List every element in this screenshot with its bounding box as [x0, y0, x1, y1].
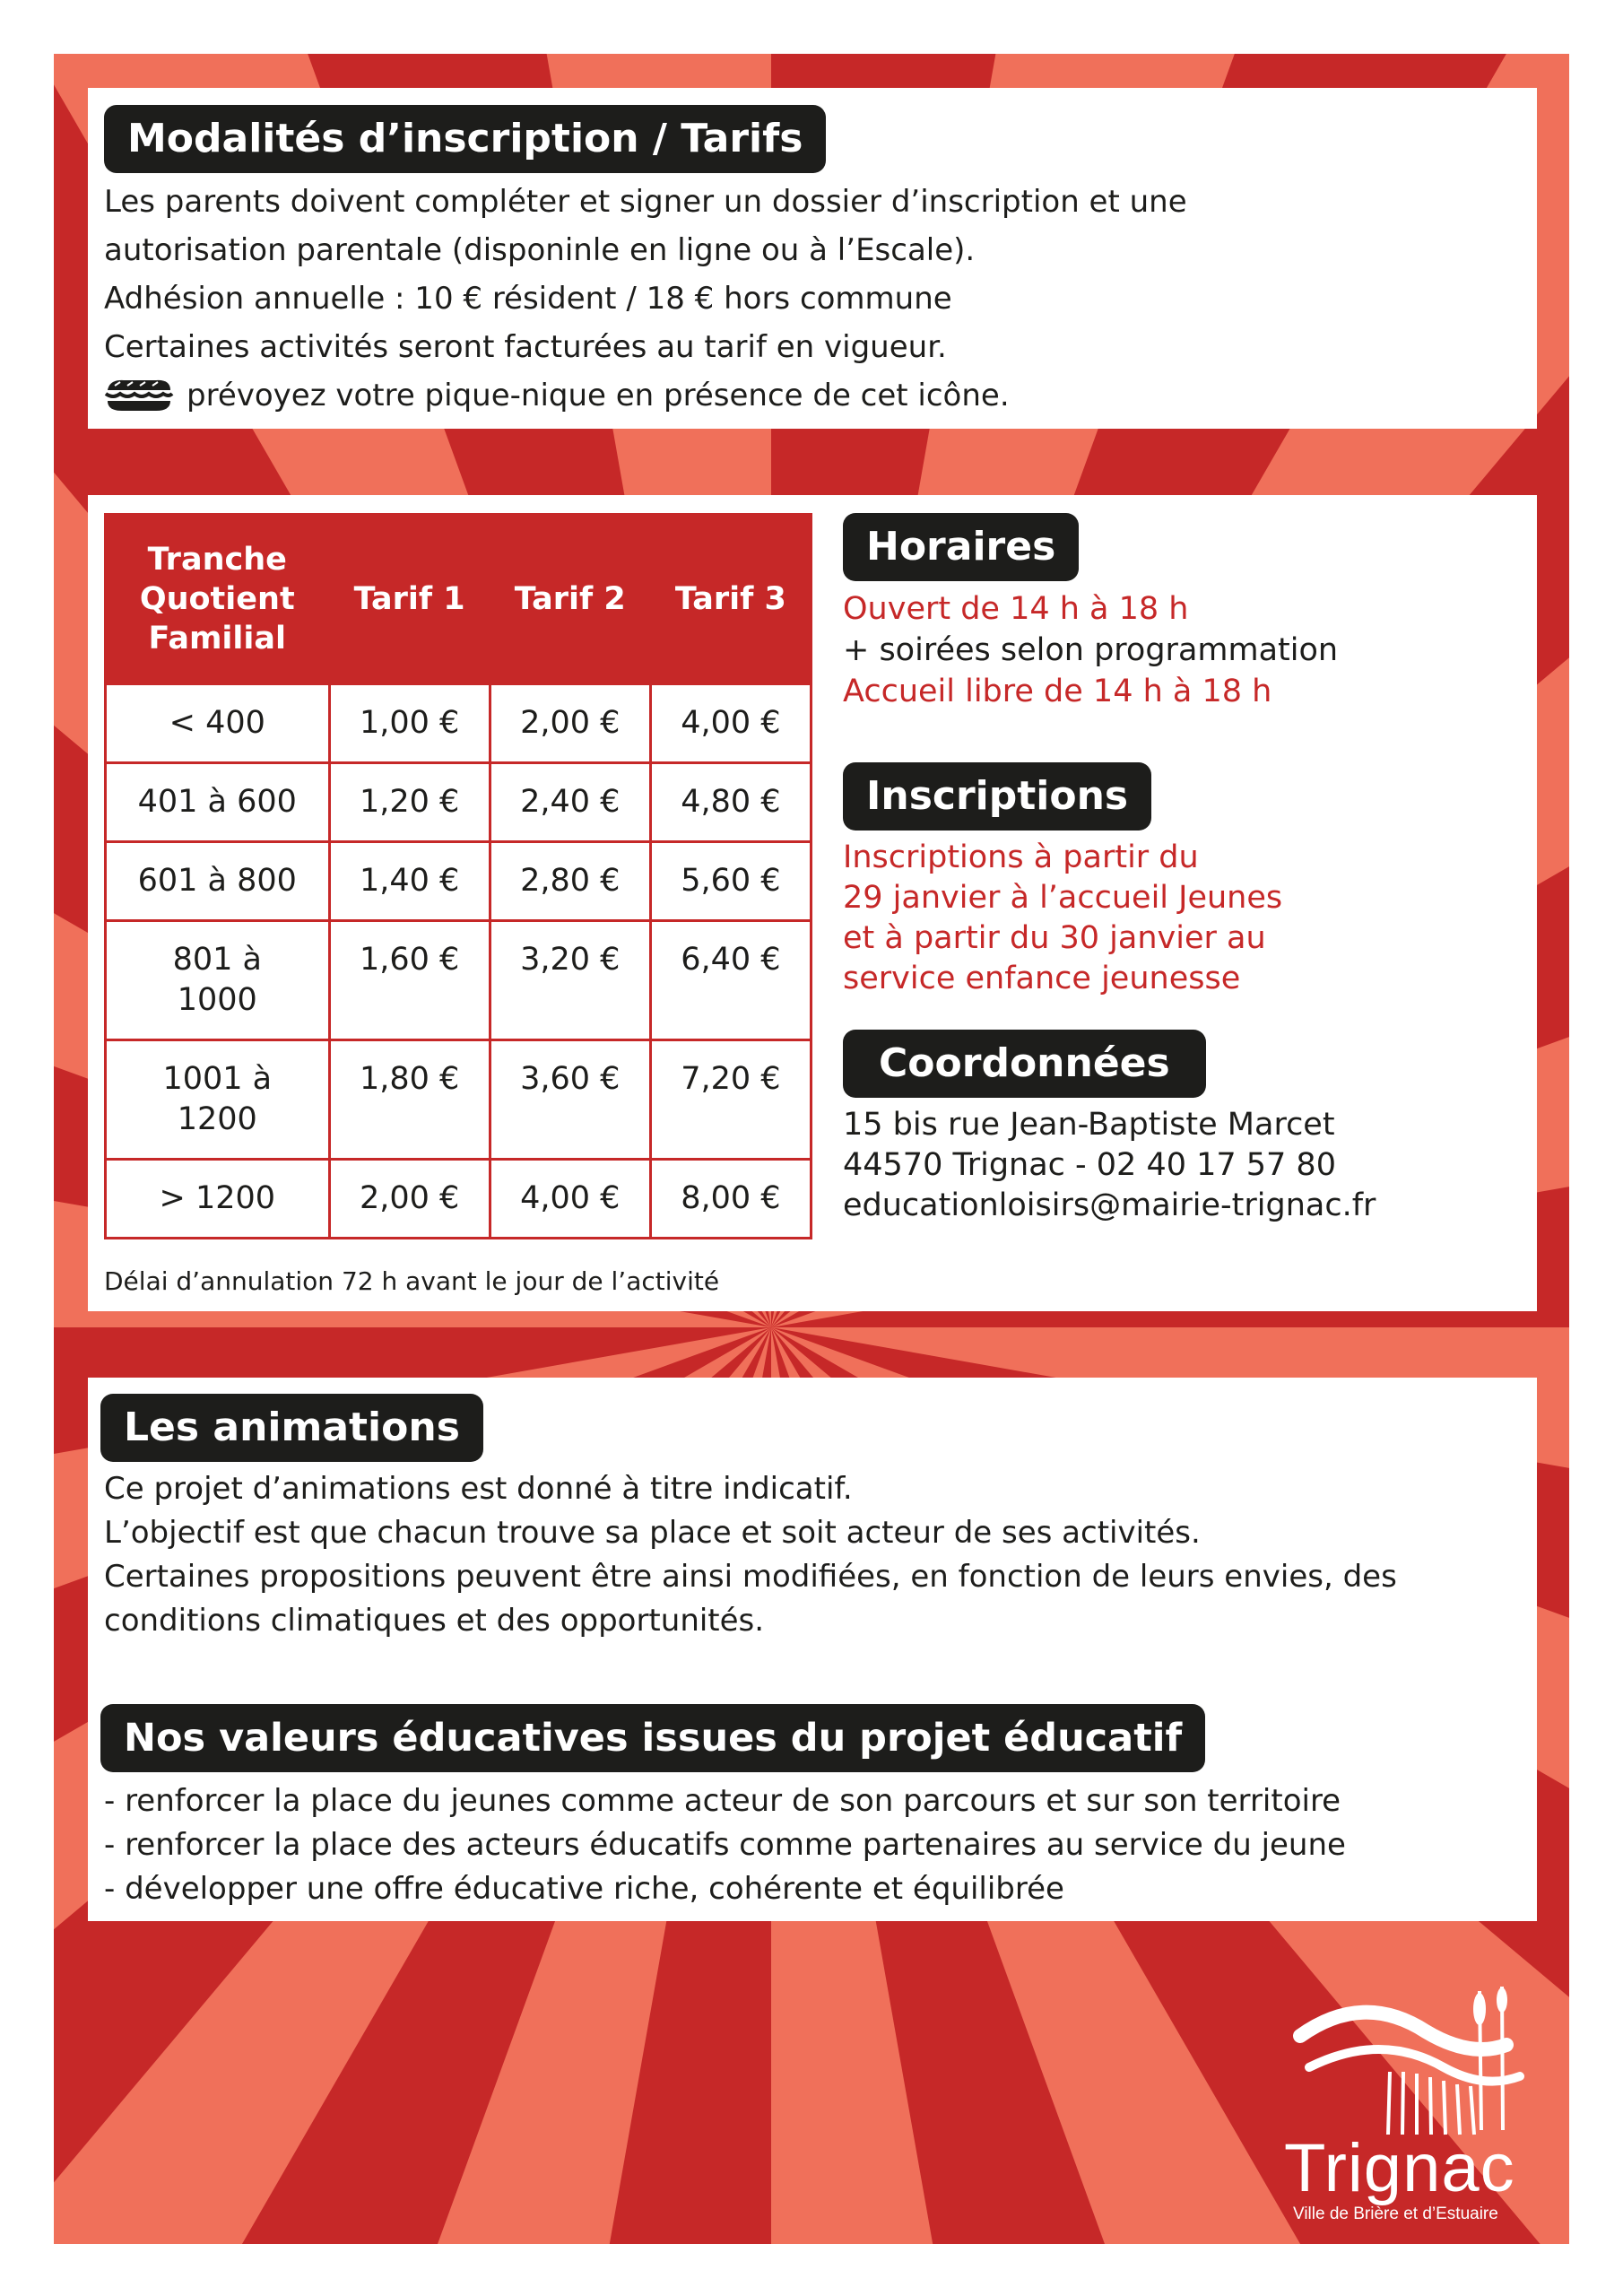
cell-tarif: 7,20 € — [650, 1040, 811, 1160]
trignac-logo — [1282, 1982, 1542, 2224]
cell-tarif: 5,60 € — [650, 842, 811, 921]
cell-tarif: 2,80 € — [490, 842, 650, 921]
horaires-line-1: Ouvert de 14 h à 18 h — [843, 591, 1189, 627]
cell-tranche: 401 à 600 — [106, 763, 330, 842]
inscription-panel — [88, 88, 1537, 429]
cell-tarif: 4,00 € — [650, 684, 811, 763]
header-tranche: Tranche Quotient Familial — [106, 515, 330, 684]
animations-line-3: Certaines propositions peuvent être ainsi modifiées, en fonction de leurs envies, des — [104, 1559, 1397, 1595]
trignac-logo-tagline: Ville de Brière et d’Estuaire — [1293, 2205, 1498, 2223]
cell-tarif: 2,00 € — [490, 684, 650, 763]
header-tarif-3: Tarif 3 — [650, 515, 811, 684]
picnic-text: prévoyez votre pique-nique en présence de cet icône. — [187, 378, 1010, 413]
coordonnees-title: Coordonnées — [843, 1030, 1206, 1098]
inscription-line-2: autorisation parentale (disponinle en ligne ou à l’Escale). — [104, 232, 976, 268]
table-row — [106, 842, 812, 921]
inscription-line-1: Les parents doivent compléter et signer un dossier d’inscription et une — [104, 184, 1187, 220]
cell-tarif: 1,60 € — [329, 921, 490, 1040]
table-row — [106, 684, 812, 763]
animations-line-4: conditions climatiques et des opportunités. — [104, 1603, 765, 1639]
table-row — [106, 763, 812, 842]
tarifs-panel — [88, 495, 1537, 1311]
cell-tranche: 601 à 800 — [106, 842, 330, 921]
tarifs-header-row — [106, 515, 812, 684]
header-tarif-1: Tarif 1 — [329, 515, 490, 684]
table-row — [106, 1160, 812, 1239]
header-tarif-2: Tarif 2 — [490, 515, 650, 684]
cell-tarif: 1,40 € — [329, 842, 490, 921]
inscription-title: Modalités d’inscription / Tarifs — [104, 105, 826, 173]
horaires-line-2: + soirées selon programmation — [843, 632, 1339, 668]
inscription-line-4: Certaines activités seront facturées au tarif en vigueur. — [104, 329, 947, 365]
sandwich-icon — [104, 378, 174, 413]
animations-panel — [88, 1378, 1537, 1921]
inscriptions-line-3: et à partir du 30 janvier au — [843, 920, 1266, 956]
animations-line-1: Ce projet d’animations est donné à titre indicatif. — [104, 1471, 853, 1507]
cancellation-note: Délai d’annulation 72 h avant le jour de l’activité — [104, 1266, 720, 1296]
cell-tarif: 3,20 € — [490, 921, 650, 1040]
cell-tarif: 4,00 € — [490, 1160, 650, 1239]
inscriptions-line-1: Inscriptions à partir du — [843, 839, 1199, 875]
inscription-line-3: Adhésion annuelle : 10 € résident / 18 € hors commune — [104, 281, 952, 317]
cell-tarif: 1,00 € — [329, 684, 490, 763]
cell-tarif: 1,20 € — [329, 763, 490, 842]
cell-tarif: 3,60 € — [490, 1040, 650, 1160]
inscriptions-title: Inscriptions — [843, 762, 1151, 831]
animations-line-2: L’objectif est que chacun trouve sa place et soit acteur de ses activités. — [104, 1515, 1201, 1551]
trignac-logo-mark — [1282, 1982, 1542, 2139]
valeurs-line-2: - renforcer la place des acteurs éducatifs comme partenaires au service du jeune — [104, 1827, 1346, 1863]
cell-tranche: 801 à 1000 — [106, 921, 330, 1040]
valeurs-title: Nos valeurs éducatives issues du projet éducatif — [100, 1704, 1205, 1772]
horaires-line-3: Accueil libre de 14 h à 18 h — [843, 674, 1272, 709]
cell-tranche: > 1200 — [106, 1160, 330, 1239]
cell-tarif: 8,00 € — [650, 1160, 811, 1239]
cell-tarif: 2,00 € — [329, 1160, 490, 1239]
inscriptions-line-2: 29 janvier à l’accueil Jeunes — [843, 880, 1283, 916]
coordonnees-city-phone: 44570 Trignac - 02 40 17 57 80 — [843, 1147, 1336, 1183]
cell-tarif: 6,40 € — [650, 921, 811, 1040]
coordonnees-email[interactable]: educationloisirs@mairie-trignac.fr — [843, 1187, 1376, 1223]
table-row — [106, 921, 812, 1040]
cell-tarif: 2,40 € — [490, 763, 650, 842]
animations-title: Les animations — [100, 1394, 483, 1462]
cell-tranche: 1001 à 1200 — [106, 1040, 330, 1160]
valeurs-line-1: - renforcer la place du jeunes comme acteur de son parcours et sur son territoire — [104, 1783, 1341, 1819]
trignac-logo-name: Trignac — [1284, 2130, 1515, 2206]
cell-tranche: < 400 — [106, 684, 330, 763]
inscriptions-line-4: service enfance jeunesse — [843, 961, 1241, 996]
cell-tarif: 4,80 € — [650, 763, 811, 842]
valeurs-line-3: - développer une offre éducative riche, cohérente et équilibrée — [104, 1871, 1064, 1907]
picnic-row — [104, 371, 1010, 420]
cell-tarif: 1,80 € — [329, 1040, 490, 1160]
horaires-title: Horaires — [843, 513, 1079, 581]
tarifs-table — [104, 513, 812, 1239]
coordonnees-address: 15 bis rue Jean-Baptiste Marcet — [843, 1107, 1335, 1143]
table-row — [106, 1040, 812, 1160]
